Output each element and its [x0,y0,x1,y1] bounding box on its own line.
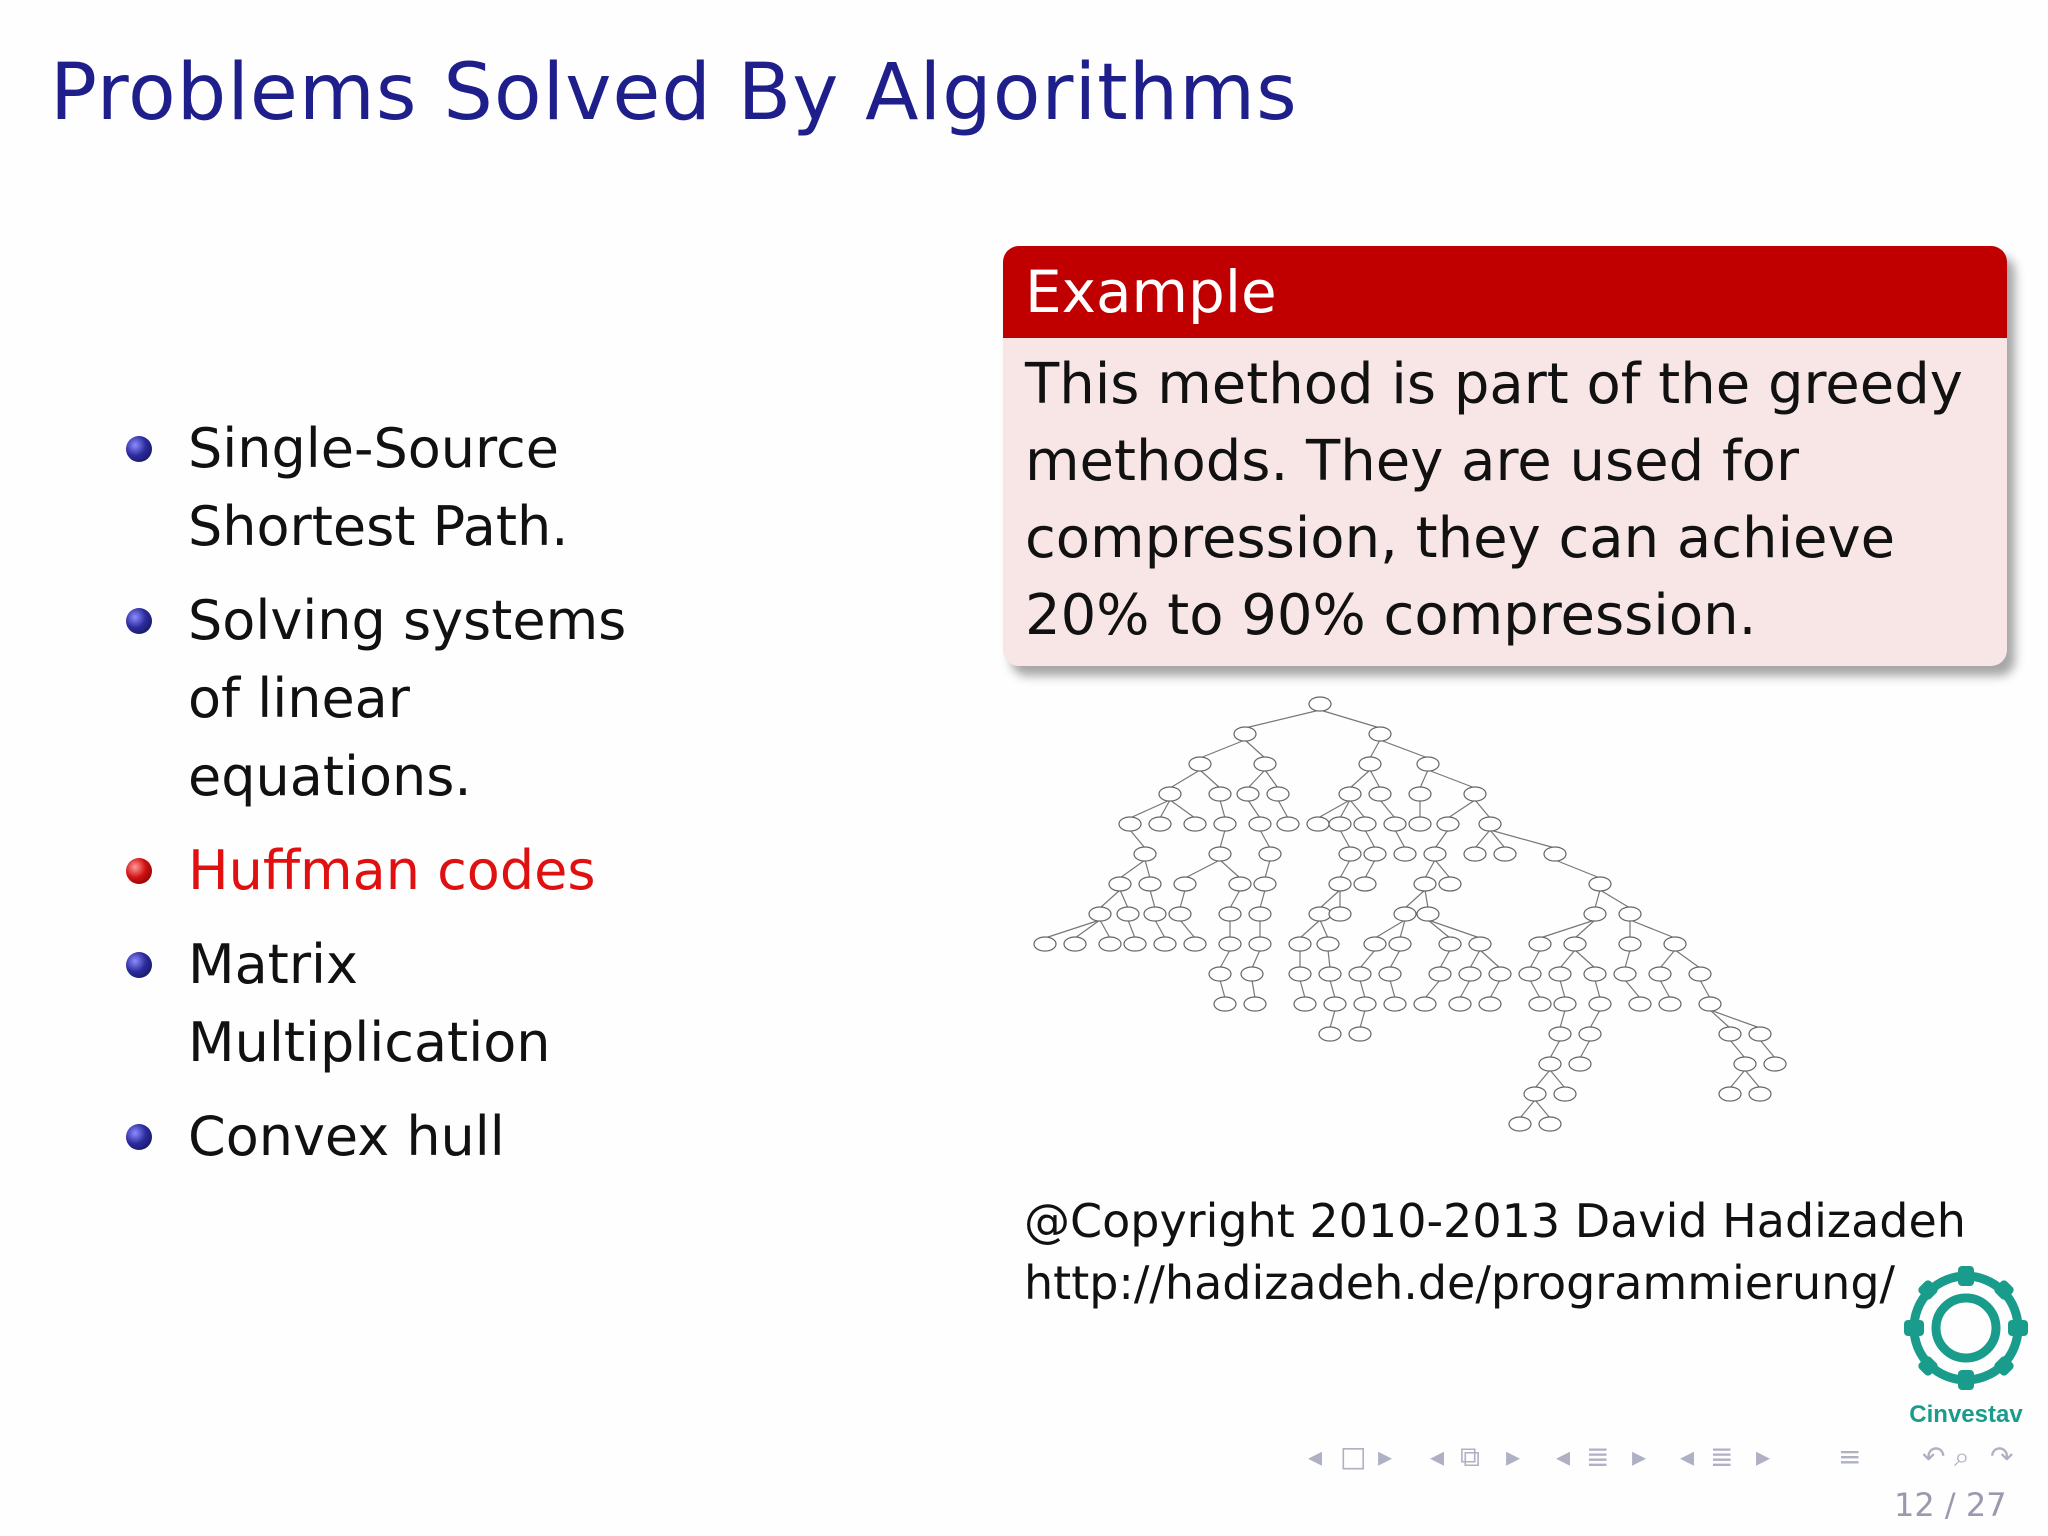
tree-edge [1365,830,1375,848]
tree-node [1241,967,1263,981]
tree-edge [1180,920,1195,938]
tree-edge [1365,860,1375,878]
tree-edge [1252,980,1255,998]
tree-node [1277,817,1299,831]
tree-node [1659,997,1681,1011]
tree-edge [1490,980,1500,998]
tree-node [1214,997,1236,1011]
tree-edge [1730,1070,1745,1088]
tree-edge [1560,950,1575,968]
tree-node [1124,937,1146,951]
tree-node [1249,817,1271,831]
tree-node [1219,937,1241,951]
tree-edge [1300,980,1305,998]
slide-title: Problems Solved By Algorithms [50,48,1298,138]
tree-node [1329,907,1351,921]
tree-edge [1170,770,1200,788]
tree-node [1699,997,1721,1011]
tree-edge [1490,830,1505,848]
tree-node [1319,967,1341,981]
tree-node [1554,1087,1576,1101]
tree-edge [1480,950,1500,968]
tree-node [1259,847,1281,861]
nav-subsection-icon[interactable]: ⧉ [1460,1440,1480,1473]
tree-node [1307,817,1329,831]
tree-edge [1745,1070,1760,1088]
tree-node [1354,877,1376,891]
tree-node [1329,817,1351,831]
tree-edge [1340,860,1350,878]
tree-node [1309,697,1331,711]
tree-node [1619,907,1641,921]
nav-section-icon[interactable]: ≣ [1586,1440,1610,1473]
tree-edge [1530,950,1540,968]
tree-edge [1390,980,1395,998]
bullet-list [120,410,640,1192]
tree-node [1234,727,1256,741]
tree-edge [1328,950,1330,968]
tree-node [1549,1027,1571,1041]
tree-node [1664,937,1686,951]
tree-node [1394,847,1416,861]
tree-node [1409,787,1431,801]
tree-node [1584,967,1606,981]
nav-next-subsection-icon[interactable]: ▸ [1506,1440,1521,1473]
tree-node [1519,967,1541,981]
tree-node [1417,757,1439,771]
tree-node [1149,817,1171,831]
tree-node [1629,997,1651,1011]
tree-edge [1170,800,1195,818]
tree-edge [1220,830,1225,848]
tree-edge [1130,830,1145,848]
tree-edge [1220,950,1230,968]
tree-node [1524,1087,1546,1101]
bullet-icon [126,608,152,634]
copyright-credit [1024,1190,1966,1314]
tree-edge [1475,800,1490,818]
nav-next-section-icon[interactable]: ▸ [1632,1440,1647,1473]
tree-node [1509,1117,1531,1131]
tree-node [1479,997,1501,1011]
bullet-icon [126,1124,152,1150]
tree-edge [1248,800,1260,818]
tree-edge [1475,830,1490,848]
bullet-text: Single-Source Shortest Path. [188,417,569,558]
tree-node [1244,997,1266,1011]
tree-node [1249,907,1271,921]
tree-edge [1370,770,1380,788]
tree-node [1489,967,1511,981]
tree-edge [1120,860,1145,878]
tree-edge [1428,770,1475,788]
tree-node [1159,787,1181,801]
nav-prev-subsection-icon[interactable]: ◂ [1430,1440,1445,1473]
tree-edge [1625,980,1640,998]
tree-edge [1760,1040,1775,1058]
tree-node [1424,847,1446,861]
tree-edge [1145,860,1150,878]
tree-node [1719,1027,1741,1041]
nav-outline-icon[interactable]: ≡ [1838,1440,1862,1473]
tree-node [1469,937,1491,951]
tree-node [1384,817,1406,831]
tree-node [1764,1057,1786,1071]
nav-next-doc-icon[interactable]: ▸ [1756,1440,1771,1473]
tree-edge [1330,1010,1335,1028]
beamer-navigation-bar [1300,1440,2040,1480]
tree-edge [1220,860,1240,878]
tree-node [1174,877,1196,891]
tree-node [1384,997,1406,1011]
tree-node [1139,877,1161,891]
tree-edge [1180,890,1185,908]
tree-edge [1265,770,1278,788]
tree-node [1134,847,1156,861]
tree-node [1309,907,1331,921]
tree-edge [1390,950,1400,968]
tree-node [1089,907,1111,921]
tree-node [1184,817,1206,831]
tree-node [1354,997,1376,1011]
tree-node [1544,847,1566,861]
tree-edge [1730,1040,1745,1058]
tree-node [1289,967,1311,981]
tree-edge [1380,800,1395,818]
tree-node [1339,787,1361,801]
tree-edge [1660,980,1670,998]
tree-edge [1425,860,1435,878]
tree-edge [1278,800,1288,818]
tree-node [1749,1027,1771,1041]
tree-edge [1350,770,1370,788]
tree-edge [1560,1010,1565,1028]
bullet-icon [126,858,152,884]
tree-edge [1265,860,1270,878]
tree-node [1619,937,1641,951]
huffman-tree-diagram [1020,690,1840,1180]
tree-edge [1360,980,1365,998]
tree-node [1417,907,1439,921]
tree-edge [1440,950,1450,968]
tree-node [1354,817,1376,831]
tree-node [1479,817,1501,831]
tree-edge [1045,920,1100,938]
tree-edge [1350,800,1365,818]
tree-node [1529,937,1551,951]
tree-edge [1575,950,1595,968]
tree-edge [1155,920,1165,938]
tree-edge [1130,800,1170,818]
tree-node [1117,907,1139,921]
nav-next-frame-icon[interactable]: ▸ [1378,1440,1393,1473]
tree-node [1214,817,1236,831]
tree-edge [1448,800,1475,818]
tree-node [1464,847,1486,861]
bullet-item [120,410,640,566]
tree-node [1414,877,1436,891]
tree-node [1437,817,1459,831]
tree-node [1144,907,1166,921]
tree-edge [1260,890,1265,908]
tree-node [1549,967,1571,981]
tree-node [1064,937,1086,951]
tree-node [1459,967,1481,981]
tree-edge [1535,1100,1550,1118]
tree-node [1554,997,1576,1011]
tree-node [1209,847,1231,861]
tree-edge [1260,830,1270,848]
tree-node [1589,877,1611,891]
tree-node [1209,967,1231,981]
tree-node [1749,1087,1771,1101]
tree-edge [1245,740,1265,758]
nav-forward-icon[interactable]: ↷ [1990,1440,2014,1473]
tree-edge [1340,830,1350,848]
tree-node [1237,787,1259,801]
tree-node [1169,907,1191,921]
tree-node [1369,727,1391,741]
tree-edge [1595,980,1600,998]
nav-prev-frame-icon[interactable]: ◂ [1308,1440,1323,1473]
tree-edge [1660,950,1675,968]
tree-node [1439,877,1461,891]
tree-node [1449,997,1471,1011]
tree-node [1539,1057,1561,1071]
tree-edge [1370,740,1380,758]
tree-node [1209,787,1231,801]
bullet-icon [126,952,152,978]
bullet-text: Matrix Multiplication [188,933,551,1074]
tree-node [1329,877,1351,891]
tree-edge [1395,830,1405,848]
tree-edge [1560,980,1565,998]
tree-node [1734,1057,1756,1071]
tree-node [1099,937,1121,951]
tree-edge [1470,950,1480,968]
tree-edge [1590,1010,1600,1028]
tree-edge [1710,1010,1730,1028]
nav-doc-icon[interactable]: ≣ [1710,1440,1734,1473]
bullet-icon [126,436,152,462]
tree-node [1364,847,1386,861]
tree-node [1439,937,1461,951]
tree-node [1154,937,1176,951]
logo-text: Cinvestav [1909,1401,2023,1428]
tree-node [1614,967,1636,981]
tree-node [1109,877,1131,891]
tree-edge [1710,1010,1760,1028]
source-url: http://hadizadeh.de/programmierung/ [1024,1256,1896,1310]
tree-edge [1405,890,1425,908]
tree-node [1414,997,1436,1011]
tree-edge [1425,980,1440,998]
tree-node [1539,1117,1561,1131]
tree-edge [1550,1040,1560,1058]
tree-edge [1330,980,1335,998]
tree-edge [1320,710,1380,728]
tree-node [1429,967,1451,981]
tree-edge [1420,770,1428,788]
tree-node [1719,1087,1741,1101]
tree-edge [1535,1070,1550,1088]
tree-edge [1600,890,1630,908]
tree-node [1494,847,1516,861]
tree-node [1184,937,1206,951]
tree-edge [1245,710,1320,728]
tree-edge [1200,740,1245,758]
tree-node [1529,997,1551,1011]
nav-frame-icon[interactable]: □ [1340,1440,1367,1473]
tree-node [1369,787,1391,801]
tree-edge [1675,950,1700,968]
tree-edge [1360,1010,1365,1028]
tree-node [1254,877,1276,891]
tree-edge [1530,980,1540,998]
tree-edge [1150,890,1155,908]
tree-node [1349,1027,1371,1041]
tree-node [1319,1027,1341,1041]
tree-edge [1428,920,1480,938]
tree-node [1034,937,1056,951]
tree-node [1564,937,1586,951]
tree-node [1249,937,1271,951]
tree-edge [1220,980,1225,998]
tree-node [1359,757,1381,771]
tree-edge [1100,920,1110,938]
tree-node [1339,847,1361,861]
tree-edge [1320,890,1340,908]
tree-edge [1630,920,1675,938]
tree-node [1317,937,1339,951]
tree-edge [1435,830,1448,848]
tree-edge [1540,920,1595,938]
tree-edge [1425,890,1428,908]
tree-edge [1100,890,1120,908]
tree-node [1569,1057,1591,1071]
tree-edge [1075,920,1100,938]
example-body: This method is part of the greedy methods. They are used for compression, they can achieve 20% to 90% compression. [1025,352,1963,648]
tree-node [1409,817,1431,831]
nav-search-icon[interactable]: ⌕ [1954,1440,1970,1473]
example-header: Example [1003,246,2007,338]
tree-node [1219,907,1241,921]
tree-node [1229,877,1251,891]
tree-edge [1120,890,1128,908]
tree-node [1364,937,1386,951]
tree-node [1254,757,1276,771]
tree-edge [1460,980,1470,998]
tree-edge [1490,830,1555,848]
bullet-text: Solving systems of linear equations. [188,589,627,808]
tree-node [1649,967,1671,981]
tree-node [1589,997,1611,1011]
bullet-item [120,1098,640,1176]
tree-edge [1595,890,1600,908]
tree-node [1389,937,1411,951]
tree-edge [1360,950,1375,968]
tree-node [1579,1027,1601,1041]
tree-edge [1230,890,1240,908]
tree-node [1189,757,1211,771]
tree-edge [1550,1070,1565,1088]
tree-edge [1320,920,1328,938]
example-block [1003,246,2007,666]
tree-edge [1252,950,1260,968]
tree-edge [1580,1040,1590,1058]
tree-node [1267,787,1289,801]
tree-node [1689,967,1711,981]
tree-edge [1248,770,1265,788]
tree-edge [1555,860,1600,878]
tree-node [1294,997,1316,1011]
cinvestav-logo [1898,1262,2034,1432]
bullet-item [120,582,640,816]
tree-edge [1200,770,1220,788]
tree-edge [1435,860,1450,878]
nav-back-icon[interactable]: ↶ [1922,1440,1946,1473]
tree-node [1119,817,1141,831]
tree-node [1349,967,1371,981]
tree-edge [1185,860,1220,878]
bullet-text: Huffman codes [188,839,596,902]
tree-node [1584,907,1606,921]
tree-edge [1520,1100,1535,1118]
tree-edge [1625,950,1630,968]
tree-edge [1700,980,1710,998]
copyright-line: @Copyright 2010-2013 David Hadizadeh [1024,1194,1966,1248]
tree-edge [1220,800,1225,818]
bullet-text: Convex hull [188,1105,505,1168]
nav-prev-doc-icon[interactable]: ◂ [1680,1440,1695,1473]
tree-edge [1300,920,1320,938]
tree-edge [1128,920,1135,938]
tree-node [1324,997,1346,1011]
tree-node [1379,967,1401,981]
bullet-item-highlighted [120,832,640,910]
tree-node [1464,787,1486,801]
nav-prev-section-icon[interactable]: ◂ [1556,1440,1571,1473]
tree-edge [1428,920,1450,938]
tree-node [1289,937,1311,951]
tree-node [1394,907,1416,921]
bullet-item [120,926,640,1082]
tree-edge [1380,740,1428,758]
page-number: 12 / 27 [1894,1486,2007,1524]
